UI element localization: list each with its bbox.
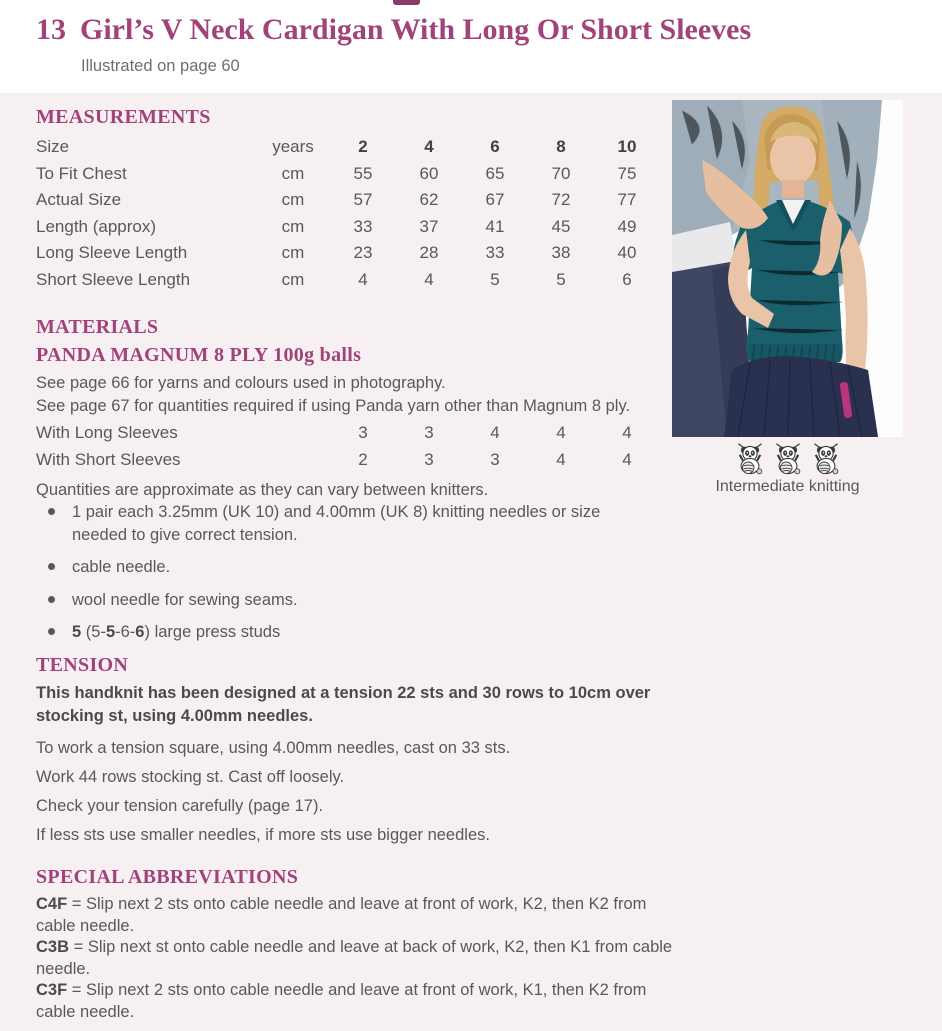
page-title-row	[36, 13, 916, 47]
cell: 4	[490, 423, 500, 442]
cell: 5	[556, 269, 566, 289]
row-label: Short Sleeve Length	[36, 269, 191, 289]
size-col: 10	[617, 137, 637, 156]
bullet-icon	[48, 508, 55, 515]
cell: 5	[490, 269, 500, 289]
row-label: Length (approx)	[36, 216, 157, 236]
cell: 70	[551, 163, 571, 183]
row-label: To Fit Chest	[36, 163, 127, 183]
row-label: With Long Sleeves	[36, 423, 178, 442]
size-col: 6	[490, 137, 500, 156]
skill-level-label: Intermediate knitting	[715, 478, 860, 495]
cell: 3	[424, 450, 434, 469]
cell: 41	[485, 216, 505, 236]
table-row-size	[36, 137, 666, 164]
panda-knitting-icon	[772, 440, 804, 476]
cell: 65	[485, 163, 505, 183]
row-unit: years	[272, 137, 314, 156]
skill-badge	[660, 440, 915, 496]
tension-heading: TENSION	[36, 654, 129, 676]
row-unit: cm	[281, 163, 305, 183]
tension-intro: This handknit has been designed at a tension 22 sts and 30 rows to 10cm over stocking st, using 4.00mm needles.	[36, 684, 651, 725]
cell: 77	[617, 190, 637, 209]
tension-paragraph: If less sts use smaller needles, if more sts use bigger needles.	[36, 826, 490, 844]
cell: 6	[622, 269, 632, 289]
tension-paragraph: Check your tension carefully (page 17).	[36, 797, 324, 815]
bullet-icon	[48, 563, 55, 570]
table-row	[36, 423, 666, 450]
cell: 4	[622, 450, 632, 469]
row-unit: cm	[281, 216, 305, 236]
photo-illustration	[672, 100, 903, 437]
cell: 4	[556, 450, 566, 469]
cell: 28	[419, 243, 439, 262]
measurements-table	[36, 137, 666, 296]
cell: 2	[358, 450, 368, 469]
abbreviations-section	[36, 865, 681, 1023]
cell: 57	[353, 190, 373, 209]
bullet-icon	[48, 628, 55, 635]
row-label: Actual Size	[36, 190, 122, 209]
row-unit: cm	[281, 243, 305, 262]
materials-section	[36, 315, 666, 502]
list-item	[36, 556, 636, 579]
list-item-text: 1 pair each 3.25mm (UK 10) and 4.00mm (UK 8) knitting needles or size needed to give correct tension.	[72, 503, 601, 544]
row-label: Long Sleeve Length	[36, 243, 188, 262]
panda-knitting-icon	[810, 440, 842, 476]
materials-note: Quantities are approximate as they can vary between knitters.	[36, 481, 489, 499]
cell: 67	[485, 190, 505, 209]
cell: 4	[556, 423, 566, 442]
pattern-photo	[672, 100, 903, 437]
yarn-quantity-table	[36, 423, 666, 477]
measurements-heading: MEASUREMENTS	[36, 106, 211, 128]
cell: 4	[622, 423, 632, 442]
cell: 45	[551, 216, 571, 236]
table-row	[36, 270, 666, 297]
row-label: With Short Sleeves	[36, 450, 181, 469]
cell: 37	[419, 216, 439, 236]
bullet-icon	[48, 596, 55, 603]
cell: 38	[551, 243, 571, 262]
cell: 3	[358, 423, 368, 442]
requirements-list	[36, 501, 636, 654]
tension-section	[36, 653, 660, 853]
cell: 49	[617, 216, 637, 236]
table-row	[36, 450, 666, 477]
materials-note: See page 66 for yarns and colours used in photography.	[36, 374, 446, 392]
panda-icon-row	[660, 440, 915, 476]
panda-knitting-icon	[734, 440, 766, 476]
size-col: 2	[358, 137, 368, 156]
cell: 55	[353, 163, 373, 183]
list-item-text: cable needle.	[72, 558, 171, 576]
abbreviation-entry: C3F = Slip next 2 sts onto cable needle and leave at front of work, K1, then K2 from cable needle.	[36, 981, 647, 1021]
abbreviation-entry: C4F = Slip next 2 sts onto cable needle and leave at front of work, K2, then K2 from cable needle.	[36, 895, 647, 935]
materials-heading: MATERIALS	[36, 316, 159, 338]
tension-paragraph: To work a tension square, using 4.00mm needles, cast on 33 sts.	[36, 739, 511, 757]
row-label: Size	[36, 137, 70, 156]
cell: 40	[617, 243, 637, 262]
cell: 33	[485, 243, 505, 262]
content-panel	[0, 93, 942, 1031]
cell: 75	[617, 163, 637, 183]
table-row	[36, 190, 666, 217]
page-edge-artifact	[393, 0, 420, 5]
list-item	[36, 621, 636, 644]
materials-note: See page 67 for quantities required if using Panda yarn other than Magnum 8 ply.	[36, 397, 631, 415]
list-item-text: wool needle for sewing seams.	[72, 590, 298, 609]
tension-paragraph: Work 44 rows stocking st. Cast off loosely.	[36, 768, 345, 786]
cell: 60	[419, 163, 439, 183]
size-col: 8	[556, 137, 566, 156]
page-subtitle: Illustrated on page 60	[81, 57, 240, 75]
cell: 4	[424, 269, 434, 289]
measurements-section	[36, 105, 666, 296]
size-col: 4	[424, 137, 434, 156]
cell: 33	[353, 216, 373, 236]
pattern-number: 13	[36, 13, 66, 46]
table-row	[36, 217, 666, 244]
row-unit: cm	[281, 190, 305, 209]
cell: 3	[424, 423, 434, 442]
cell: 3	[490, 450, 500, 469]
table-row	[36, 164, 666, 191]
abbreviations-heading: SPECIAL ABBREVIATIONS	[36, 866, 299, 888]
list-item-text: 5 (5-5-6-6) large press studs	[72, 623, 281, 641]
cell: 4	[358, 269, 368, 289]
page-title: Girl’s V Neck Cardigan With Long Or Short Sleeves	[80, 13, 752, 46]
cell: 23	[353, 243, 373, 262]
abbreviation-entry: C3B = Slip next st onto cable needle and leave at back of work, K2, then K1 from cable needle.	[36, 938, 673, 978]
list-item	[36, 589, 636, 612]
row-unit: cm	[281, 269, 305, 289]
list-item	[36, 501, 636, 546]
table-row	[36, 243, 666, 270]
cell: 62	[419, 190, 439, 209]
cell: 72	[551, 190, 571, 209]
yarn-heading: PANDA MAGNUM 8 PLY 100g balls	[36, 344, 362, 366]
